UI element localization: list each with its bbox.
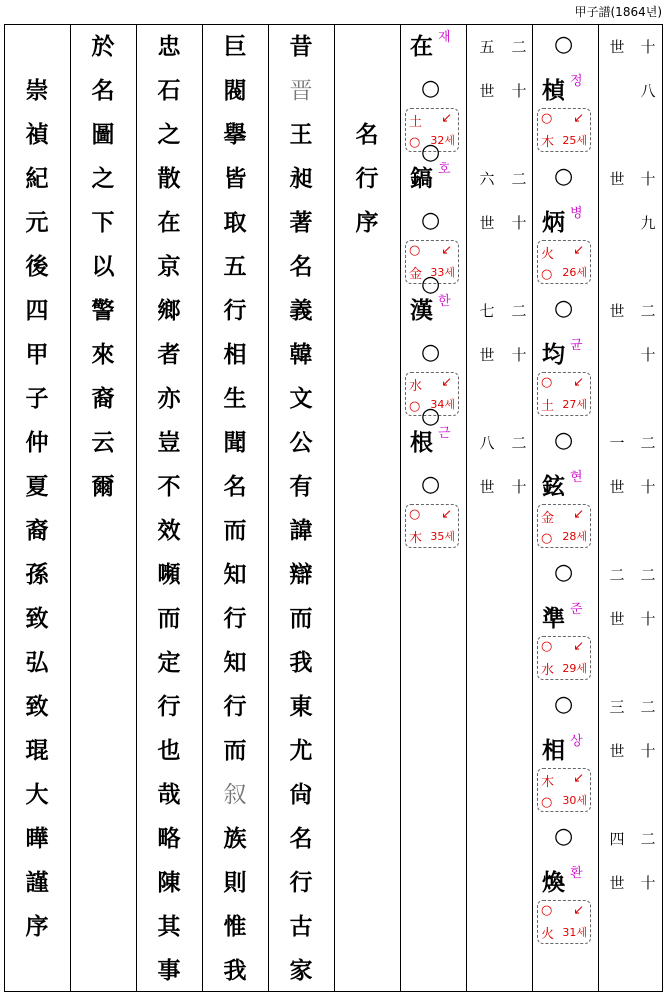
preface-char: 巨 — [223, 34, 247, 60]
element-e1: ○ — [541, 375, 553, 390]
arrow-icon: ↙ — [441, 111, 452, 126]
preface-char: 知 — [223, 650, 247, 676]
element-age: 32세 — [430, 134, 455, 147]
generation-label: 四 — [609, 830, 625, 848]
element-e1: 水 — [409, 379, 423, 394]
preface-char: 族 — [223, 826, 247, 852]
element-e2: 木 — [409, 531, 423, 546]
generation-label: 十 — [640, 170, 656, 188]
element-e2: ○ — [409, 135, 421, 150]
generation-label: 九 — [640, 214, 656, 232]
preface-char: 下 — [91, 210, 115, 236]
element-age: 34세 — [430, 398, 455, 411]
generation-label: 世 — [609, 610, 625, 628]
preface-char: 之 — [91, 166, 115, 192]
element-e1: ○ — [409, 507, 421, 522]
preface-char: 京 — [157, 254, 181, 280]
element-box — [537, 768, 591, 812]
preface-char: 之 — [157, 122, 181, 148]
generation-label: 世 — [479, 478, 495, 496]
generation-label: 十 — [640, 742, 656, 760]
preface-char: 我 — [223, 958, 247, 984]
preface-char: 東 — [289, 694, 313, 720]
column-divider — [466, 24, 467, 992]
preface-char: 爾 — [91, 474, 115, 500]
preface-char: 謹 — [25, 870, 49, 896]
preface-char: 陳 — [157, 870, 181, 896]
element-age: 26세 — [562, 266, 587, 279]
arrow-icon: ↙ — [573, 111, 584, 126]
preface-char: 事 — [157, 958, 181, 984]
name-hangul: 균 — [570, 338, 583, 353]
generation-label: 八 — [479, 434, 495, 452]
element-box — [405, 504, 459, 548]
preface-char: 名 — [223, 474, 247, 500]
generation-label: 世 — [609, 478, 625, 496]
generation-label: 世 — [609, 170, 625, 188]
preface-char: 義 — [289, 298, 313, 324]
name-hangul: 재 — [438, 30, 451, 45]
name-hanja: 鎬 — [410, 166, 433, 192]
preface-char: 名 — [289, 254, 313, 280]
preface-char: 裔 — [91, 386, 115, 412]
name-hangul: 병 — [570, 206, 583, 221]
element-age: 27세 — [562, 398, 587, 411]
circle-mark: ○ — [421, 272, 441, 297]
preface-char: 而 — [157, 606, 181, 632]
element-box — [537, 240, 591, 284]
preface-char: 大 — [25, 782, 49, 808]
arrow-icon: ↙ — [573, 639, 584, 654]
preface-char: 也 — [157, 738, 181, 764]
preface-char: 名 — [289, 826, 313, 852]
preface-char: 韓 — [289, 342, 313, 368]
circle-mark: ○ — [554, 296, 574, 321]
circle-mark: ○ — [554, 428, 574, 453]
generation-label: 十 — [511, 82, 527, 100]
preface-char: 惟 — [223, 914, 247, 940]
element-box — [537, 108, 591, 152]
name-hangul: 상 — [570, 734, 583, 749]
generation-label: 二 — [640, 434, 656, 452]
preface-char: 相 — [223, 342, 247, 368]
name-hangul: 환 — [570, 866, 583, 881]
element-e1: 金 — [541, 511, 555, 526]
generation-label: 世 — [479, 346, 495, 364]
preface-char: 五 — [223, 254, 247, 280]
name-hangul: 현 — [570, 470, 583, 485]
preface-char: 琨 — [25, 738, 49, 764]
circle-mark: ○ — [554, 164, 574, 189]
element-age: 35세 — [430, 530, 455, 543]
preface-char: 叙 — [223, 782, 247, 808]
element-e2: ○ — [541, 267, 553, 282]
document-caption: 甲子譜(1864년) — [574, 5, 662, 19]
preface-char: 名 — [91, 78, 115, 104]
preface-char: 弘 — [25, 650, 49, 676]
column-divider — [268, 24, 269, 992]
name-hanja: 均 — [542, 342, 565, 368]
element-e2: 火 — [541, 927, 555, 942]
preface-char: 擧 — [223, 122, 247, 148]
column-divider — [400, 24, 401, 992]
generation-label: 十 — [640, 346, 656, 364]
element-age: 29세 — [562, 662, 587, 675]
generation-label: 二 — [609, 566, 625, 584]
preface-char: 紀 — [25, 166, 49, 192]
preface-char: 石 — [157, 78, 181, 104]
element-e1: 土 — [409, 115, 423, 130]
generation-label: 六 — [479, 170, 495, 188]
preface-char: 著 — [289, 210, 313, 236]
generation-label: 十 — [640, 478, 656, 496]
element-e1: 木 — [541, 775, 555, 790]
element-e2: ○ — [541, 531, 553, 546]
preface-char: 王 — [289, 122, 313, 148]
preface-char: 忠 — [157, 34, 181, 60]
element-e2: 金 — [409, 267, 423, 282]
preface-char: 致 — [25, 694, 49, 720]
preface-char: 崇 — [25, 78, 49, 104]
name-hanja: 炳 — [542, 210, 565, 236]
arrow-icon: ↙ — [573, 375, 584, 390]
preface-char: 以 — [91, 254, 115, 280]
name-hanja: 楨 — [542, 78, 565, 104]
preface-char: 昶 — [289, 166, 313, 192]
title-char: 序 — [355, 210, 379, 236]
column-divider — [136, 24, 137, 992]
preface-char: 行 — [223, 298, 247, 324]
element-box — [537, 504, 591, 548]
preface-char: 於 — [91, 34, 115, 60]
preface-char: 不 — [157, 474, 181, 500]
generation-label: 二 — [511, 170, 527, 188]
preface-char: 效 — [157, 518, 181, 544]
preface-char: 曄 — [25, 826, 49, 852]
generation-label: 十 — [511, 346, 527, 364]
generation-label: 二 — [640, 698, 656, 716]
preface-char: 昔 — [289, 34, 313, 60]
preface-char: 云 — [91, 430, 115, 456]
title-char: 行 — [355, 166, 379, 192]
circle-mark: ○ — [421, 404, 441, 429]
name-hanja: 煥 — [542, 870, 565, 896]
preface-char: 豈 — [157, 430, 181, 456]
column-divider — [334, 24, 335, 992]
name-hangul: 정 — [570, 74, 583, 89]
element-e1: ○ — [541, 111, 553, 126]
preface-char: 取 — [223, 210, 247, 236]
circle-mark: ○ — [554, 824, 574, 849]
preface-char: 家 — [289, 958, 313, 984]
element-box — [537, 636, 591, 680]
generation-label: 三 — [609, 698, 625, 716]
preface-char: 皆 — [223, 166, 247, 192]
element-age: 25세 — [562, 134, 587, 147]
generation-label: 七 — [479, 302, 495, 320]
generation-label: 一 — [609, 434, 625, 452]
preface-char: 後 — [25, 254, 49, 280]
circle-mark: ○ — [421, 340, 441, 365]
preface-char: 閥 — [223, 78, 247, 104]
preface-char: 公 — [289, 430, 313, 456]
preface-char: 圖 — [91, 122, 115, 148]
preface-char: 生 — [223, 386, 247, 412]
preface-char: 尙 — [289, 782, 313, 808]
generation-label: 世 — [609, 38, 625, 56]
preface-char: 甲 — [25, 342, 49, 368]
preface-char: 定 — [157, 650, 181, 676]
element-e2: 木 — [541, 135, 555, 150]
generation-label: 二 — [640, 566, 656, 584]
preface-char: 略 — [157, 826, 181, 852]
element-e2: ○ — [541, 795, 553, 810]
preface-char: 尤 — [289, 738, 313, 764]
column-divider — [70, 24, 71, 992]
name-hanja: 鉉 — [542, 474, 565, 500]
generation-label: 世 — [609, 302, 625, 320]
preface-char: 行 — [289, 870, 313, 896]
column-divider — [598, 24, 599, 992]
generation-label: 八 — [640, 82, 656, 100]
preface-char: 子 — [25, 386, 49, 412]
column-divider — [532, 24, 533, 992]
preface-char: 散 — [157, 166, 181, 192]
arrow-icon: ↙ — [573, 507, 584, 522]
preface-char: 嚬 — [157, 562, 181, 588]
preface-char: 亦 — [157, 386, 181, 412]
preface-char: 晋 — [289, 78, 313, 104]
name-hanja: 漢 — [410, 298, 433, 324]
title-char: 名 — [355, 122, 379, 148]
circle-mark: ○ — [421, 140, 441, 165]
element-age: 28세 — [562, 530, 587, 543]
name-hangul: 한 — [438, 294, 451, 309]
preface-char: 而 — [289, 606, 313, 632]
generation-label: 十 — [640, 38, 656, 56]
element-age: 33세 — [430, 266, 455, 279]
element-e1: ○ — [409, 243, 421, 258]
generation-label: 二 — [511, 302, 527, 320]
preface-char: 聞 — [223, 430, 247, 456]
preface-char: 裔 — [25, 518, 49, 544]
arrow-icon: ↙ — [573, 903, 584, 918]
generation-label: 二 — [511, 434, 527, 452]
element-box — [537, 900, 591, 944]
preface-char: 則 — [223, 870, 247, 896]
generation-label: 十 — [511, 214, 527, 232]
element-e2: 水 — [541, 663, 555, 678]
preface-char: 來 — [91, 342, 115, 368]
arrow-icon: ↙ — [441, 243, 452, 258]
preface-char: 古 — [289, 914, 313, 940]
preface-char: 者 — [157, 342, 181, 368]
generation-label: 世 — [609, 742, 625, 760]
preface-char: 辯 — [289, 562, 313, 588]
preface-char: 警 — [91, 298, 115, 324]
name-hanja: 準 — [542, 606, 565, 632]
generation-label: 二 — [640, 302, 656, 320]
circle-mark: ○ — [554, 692, 574, 717]
preface-char: 而 — [223, 518, 247, 544]
preface-char: 行 — [157, 694, 181, 720]
name-hangul: 호 — [438, 162, 451, 177]
circle-mark: ○ — [421, 208, 441, 233]
arrow-icon: ↙ — [573, 243, 584, 258]
preface-char: 致 — [25, 606, 49, 632]
circle-mark: ○ — [421, 76, 441, 101]
name-hangul: 준 — [570, 602, 583, 617]
preface-char: 鄉 — [157, 298, 181, 324]
arrow-icon: ↙ — [441, 375, 452, 390]
column-divider — [202, 24, 203, 992]
preface-char: 而 — [223, 738, 247, 764]
preface-char: 孫 — [25, 562, 49, 588]
preface-char: 諱 — [289, 518, 313, 544]
preface-char: 仲 — [25, 430, 49, 456]
preface-char: 行 — [223, 606, 247, 632]
generation-label: 二 — [640, 830, 656, 848]
generation-label: 十 — [640, 610, 656, 628]
preface-char: 我 — [289, 650, 313, 676]
preface-char: 文 — [289, 386, 313, 412]
preface-char: 有 — [289, 474, 313, 500]
arrow-icon: ↙ — [573, 771, 584, 786]
circle-mark: ○ — [554, 560, 574, 585]
preface-char: 在 — [157, 210, 181, 236]
preface-char: 元 — [25, 210, 49, 236]
name-hanja: 根 — [410, 430, 433, 456]
generation-label: 世 — [479, 214, 495, 232]
element-e1: 火 — [541, 247, 555, 262]
preface-char: 禎 — [25, 122, 49, 148]
preface-char: 其 — [157, 914, 181, 940]
generation-label: 二 — [511, 38, 527, 56]
preface-char: 四 — [25, 298, 49, 324]
element-e2: 土 — [541, 399, 555, 414]
generation-label: 世 — [609, 874, 625, 892]
preface-char: 行 — [223, 694, 247, 720]
element-age: 30세 — [562, 794, 587, 807]
preface-char: 知 — [223, 562, 247, 588]
preface-char: 夏 — [25, 474, 49, 500]
generation-label: 十 — [511, 478, 527, 496]
preface-char: 序 — [25, 914, 49, 940]
circle-mark: ○ — [554, 32, 574, 57]
element-e1: ○ — [541, 903, 553, 918]
element-box — [537, 372, 591, 416]
name-hangul: 근 — [438, 426, 451, 441]
element-age: 31세 — [562, 926, 587, 939]
generation-label: 五 — [479, 38, 495, 56]
generation-label: 十 — [640, 874, 656, 892]
name-hanja: 相 — [542, 738, 565, 764]
preface-char: 哉 — [157, 782, 181, 808]
element-e2: ○ — [409, 399, 421, 414]
element-e1: ○ — [541, 639, 553, 654]
arrow-icon: ↙ — [441, 507, 452, 522]
name-hanja: 在 — [410, 34, 433, 60]
generation-label: 世 — [479, 82, 495, 100]
circle-mark: ○ — [421, 472, 441, 497]
